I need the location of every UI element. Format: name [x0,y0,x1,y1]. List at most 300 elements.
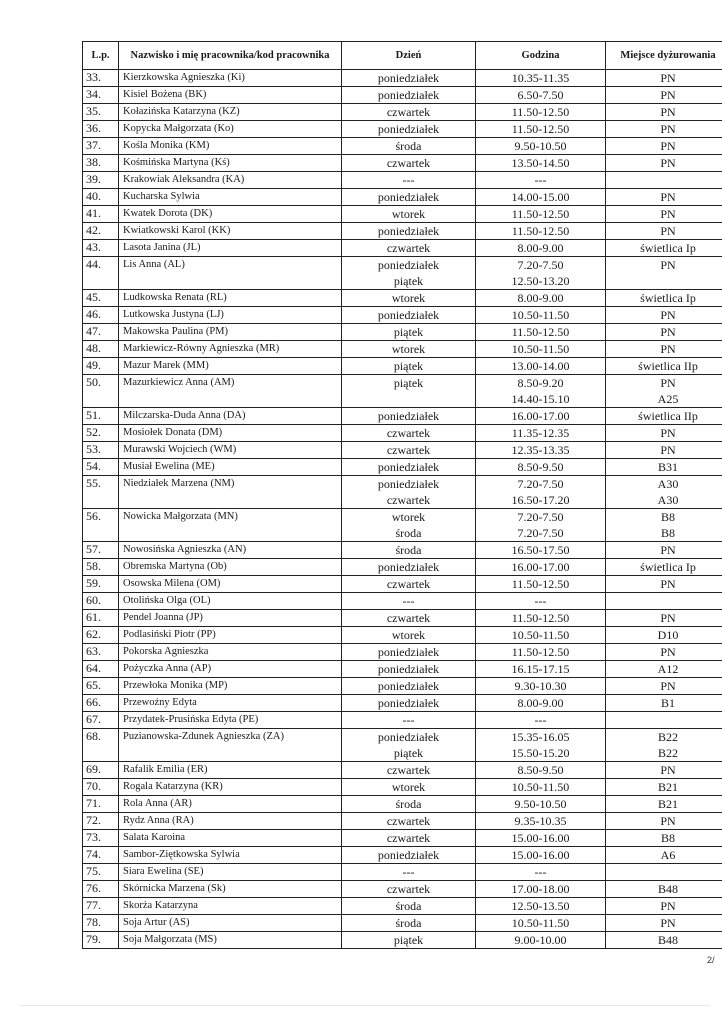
row-number-text: 36. [86,121,101,135]
row-number-text: 49. [86,358,101,372]
employee-name-text: Przydatek-Prusińska Edyta (PE) [123,714,259,725]
duty-place [606,830,722,847]
employee-name-text: Kucharska Sylwia [123,191,200,202]
employee-name-text: Obremska Martyna (Ob) [123,561,227,572]
employee-name-text: Niedziałek Marzena (NM) [123,478,235,489]
employee-name-text: Rogala Katarzyna (KR) [123,781,223,792]
duty-day [342,459,476,476]
duty-day-value: poniedziałek [377,662,440,676]
table-row [83,172,722,189]
employee-name-text: Kopycka Małgorzata (Ko) [123,123,234,134]
table-row [83,915,722,932]
duty-place-value: PN [660,308,676,322]
table-row [83,509,722,542]
duty-place [606,932,722,949]
duty-place-value: B8 [660,510,675,524]
duty-hour-value: 16.50-17.20 [511,493,570,507]
duty-day-value: poniedziałek [377,848,440,862]
duty-day-value: czwartek [386,831,431,845]
duty-day [342,729,476,762]
duty-hour-value: 10.50-11.50 [511,308,570,322]
row-number [83,459,119,476]
row-number-text: 46. [86,307,101,321]
duty-place-value: PN [660,916,676,930]
employee-name-text: Rydz Anna (RA) [123,815,194,826]
header-place: Miejsce dyżurowania [606,42,722,70]
table-row [83,375,722,408]
row-number [83,813,119,830]
duty-hour-value: --- [534,865,547,879]
duty-place [606,324,722,341]
employee-name [119,459,342,476]
duty-day [342,898,476,915]
duty-place [606,644,722,661]
duty-place-value: A30 [657,477,679,491]
duty-day-value: środa [395,899,422,913]
duty-hour [476,729,606,762]
row-number [83,762,119,779]
duty-place-value [606,864,722,880]
duty-place [606,425,722,442]
duty-place-value: B31 [657,460,678,474]
employee-name [119,898,342,915]
duty-hour [476,138,606,155]
duty-place [606,104,722,121]
duty-hour-value: 12.50-13.20 [511,274,570,288]
duty-place-value: B21 [657,797,678,811]
header-name: Nazwisko i mię pracownika/kod pracownika [119,42,342,70]
employee-name-text: Przewłoka Monika (MP) [123,680,228,691]
duty-day-value: piątek [393,933,424,947]
table-row [83,442,722,459]
duty-place [606,712,722,729]
row-number [83,796,119,813]
duty-day-value: czwartek [386,443,431,457]
employee-name [119,358,342,375]
table-row [83,290,722,307]
duty-place [606,881,722,898]
duty-hour-value: 8.50-9.20 [517,376,564,390]
duty-day-value: czwartek [386,577,431,591]
duty-day [342,779,476,796]
duty-day-value: poniedziałek [377,122,440,136]
row-number-text: 61. [86,610,101,624]
table-row [83,542,722,559]
employee-name [119,375,342,408]
employee-name-text: Puzianowska-Zdunek Agnieszka (ZA) [123,731,284,742]
row-number [83,375,119,408]
header-row [83,42,722,70]
duty-day-value: poniedziałek [377,224,440,238]
duty-place [606,864,722,881]
duty-hour-value: 15.00-16.00 [511,831,570,845]
duty-hour-value: 11.50-12.50 [511,105,570,119]
row-number [83,189,119,206]
duty-place-value: PN [660,376,676,390]
employee-name-text: Murawski Wojciech (WM) [123,444,237,455]
duty-place [606,796,722,813]
duty-day [342,290,476,307]
duty-day [342,813,476,830]
row-number [83,627,119,644]
duty-day [342,864,476,881]
table-row [83,830,722,847]
table-row [83,847,722,864]
table-row [83,864,722,881]
row-number-text: 44. [86,257,101,271]
duty-hour-value: 9.00-10.00 [514,933,567,947]
duty-place-value: PN [660,814,676,828]
duty-hour-value: 10.50-11.50 [511,342,570,356]
duty-hour [476,87,606,104]
row-number-text: 35. [86,104,101,118]
row-number [83,290,119,307]
duty-day [342,358,476,375]
duty-day-value: poniedziałek [377,730,440,744]
duty-place-value: B22 [657,730,678,744]
duty-hour-value: 12.35-13.35 [511,443,570,457]
duty-place [606,307,722,324]
employee-name-text: Kisiel Bożena (BK) [123,89,207,100]
duty-hour-value: 8.00-9.00 [517,241,564,255]
row-number [83,341,119,358]
duty-hour-value: 11.50-12.50 [511,577,570,591]
duty-place-value: świetlica IIp [638,359,698,373]
duty-hour-value: 11.35-12.35 [511,426,570,440]
table-row [83,695,722,712]
duty-day [342,442,476,459]
duty-day [342,830,476,847]
duty-day [342,559,476,576]
row-number [83,87,119,104]
duty-day-value: środa [395,543,422,557]
duty-place [606,223,722,240]
duty-hour [476,661,606,678]
duty-day [342,138,476,155]
row-number [83,223,119,240]
table-row [83,70,722,87]
duty-place-value: PN [660,122,676,136]
duty-place [606,593,722,610]
duty-day [342,189,476,206]
duty-hour [476,762,606,779]
employee-name [119,576,342,593]
duty-hour [476,576,606,593]
duty-place-value: PN [660,105,676,119]
duty-place-value [606,172,722,188]
row-number-text: 68. [86,729,101,743]
duty-place-value: PN [660,139,676,153]
duty-hour [476,881,606,898]
table-row [83,644,722,661]
table-row [83,762,722,779]
row-number-text: 39. [86,172,101,186]
duty-place-value: B48 [657,882,678,896]
duty-place-value: A12 [657,662,679,676]
table-row [83,932,722,949]
row-number-text: 66. [86,695,101,709]
duty-place-value: PN [660,224,676,238]
employee-name [119,915,342,932]
duty-day-value: czwartek [386,426,431,440]
duty-hour [476,70,606,87]
row-number [83,509,119,542]
duty-day-value: poniedziałek [377,645,440,659]
employee-name [119,559,342,576]
duty-hour [476,307,606,324]
duty-hour-value: 11.50-12.50 [511,645,570,659]
duty-place [606,375,722,408]
table-row [83,121,722,138]
row-number-text: 34. [86,87,101,101]
row-number [83,240,119,257]
row-number-text: 69. [86,762,101,776]
duty-place [606,442,722,459]
employee-name [119,341,342,358]
row-number [83,425,119,442]
employee-name [119,476,342,509]
row-number-text: 75. [86,864,101,878]
duty-day-value: wtorek [391,207,426,221]
duty-hour-value: 10.50-11.50 [511,916,570,930]
duty-hour [476,644,606,661]
duty-hour-value: 15.35-16.05 [511,730,570,744]
employee-name-text: Lasota Janina (JL) [123,242,201,253]
employee-name [119,104,342,121]
duty-day [342,240,476,257]
duty-hour-value: 7.20-7.50 [517,526,564,540]
row-number [83,932,119,949]
duty-place [606,172,722,189]
duty-day [342,915,476,932]
duty-day-value: wtorek [391,342,426,356]
duty-hour [476,172,606,189]
row-number [83,155,119,172]
employee-name [119,847,342,864]
row-number-text: 40. [86,189,101,203]
duty-hour [476,847,606,864]
duty-hour-value: 11.50-12.50 [511,325,570,339]
duty-day [342,476,476,509]
duty-day-value: czwartek [386,763,431,777]
row-number [83,644,119,661]
duty-day [342,610,476,627]
duty-day [342,104,476,121]
employee-name-text: Podlasiński Piotr (PP) [123,629,216,640]
duty-day [342,881,476,898]
duty-place [606,729,722,762]
duty-hour-value: 16.50-17.50 [511,543,570,557]
header-lp: L.p. [83,42,119,70]
duty-hour-value: 15.50-15.20 [511,746,570,760]
row-number-text: 55. [86,476,101,490]
employee-name-text: Mosiołek Donata (DM) [123,427,223,438]
table-row [83,576,722,593]
employee-name [119,779,342,796]
duty-place [606,813,722,830]
duty-place [606,509,722,542]
duty-day-value: poniedziałek [377,679,440,693]
row-number [83,729,119,762]
employee-name-text: Otolińska Olga (OL) [123,595,211,606]
employee-name-text: Pożyczka Anna (AP) [123,663,212,674]
employee-name [119,257,342,290]
duty-day-value: poniedziałek [377,88,440,102]
row-number [83,915,119,932]
employee-name [119,307,342,324]
duty-place [606,70,722,87]
duty-day [342,796,476,813]
row-number-text: 70. [86,779,101,793]
duty-place-value: PN [660,258,676,272]
table-row [83,425,722,442]
duty-place [606,779,722,796]
row-number-text: 62. [86,627,101,641]
row-number-text: 59. [86,576,101,590]
duty-hour-value: 11.50-12.50 [511,224,570,238]
duty-day-value: czwartek [386,493,431,507]
duty-hour [476,864,606,881]
duty-place [606,155,722,172]
duty-hour [476,813,606,830]
duty-day-value: piątek [393,274,424,288]
row-number-text: 58. [86,559,101,573]
table-row [83,87,722,104]
duty-place-value [606,593,722,609]
duty-place [606,257,722,290]
duty-day-value: poniedziałek [377,258,440,272]
duty-hour-value: 9.50-10.50 [514,139,567,153]
duty-day-value: --- [402,173,415,187]
employee-name-text: Kwiatkowski Karol (KK) [123,225,231,236]
duty-day-value: --- [402,865,415,879]
employee-name [119,712,342,729]
employee-name [119,762,342,779]
employee-name-text: Rafalik Emilia (ER) [123,764,208,775]
duty-place-value: PN [660,325,676,339]
employee-name [119,70,342,87]
duty-hour-value: 12.50-13.50 [511,899,570,913]
duty-hour [476,257,606,290]
duty-day [342,408,476,425]
duty-place [606,189,722,206]
row-number [83,779,119,796]
row-number-text: 38. [86,155,101,169]
row-number-text: 53. [86,442,101,456]
row-number-text: 45. [86,290,101,304]
row-number-text: 79. [86,932,101,946]
duty-hour-value: --- [534,173,547,187]
duty-hour-value: 8.50-9.50 [517,763,564,777]
duty-place-value: PN [660,207,676,221]
row-number [83,476,119,509]
duty-place-value: świetlica IIp [638,409,698,423]
duty-hour [476,240,606,257]
duty-place-value: B21 [657,780,678,794]
duty-hour-value: 7.20-7.50 [517,510,564,524]
duty-day [342,661,476,678]
table-row [83,678,722,695]
employee-name [119,678,342,695]
duty-day [342,576,476,593]
employee-name [119,324,342,341]
duty-hour [476,712,606,729]
row-number [83,257,119,290]
duty-place-value: PN [660,899,676,913]
duty-hour-value: 14.00-15.00 [511,190,570,204]
duty-day [342,257,476,290]
row-number [83,695,119,712]
duty-hour-value: 17.00-18.00 [511,882,570,896]
table-row [83,729,722,762]
table-row [83,358,722,375]
employee-name-text: Osowska Milena (OM) [123,578,221,589]
duty-hour-value: 9.30-10.30 [514,679,567,693]
row-number-text: 52. [86,425,101,439]
row-number-text: 74. [86,847,101,861]
employee-name [119,593,342,610]
duty-place-value: A30 [657,493,679,507]
table-row [83,206,722,223]
row-number-text: 48. [86,341,101,355]
employee-name-text: Kwatek Dorota (DK) [123,208,213,219]
employee-name-text: Kośla Monika (KM) [123,140,210,151]
duty-day-value: czwartek [386,882,431,896]
employee-name-text: Skorża Katarzyna [123,900,198,911]
employee-name [119,932,342,949]
duty-day [342,593,476,610]
row-number [83,898,119,915]
duty-place [606,695,722,712]
row-number-text: 33. [86,70,101,84]
duty-place-value: świetlica Ip [640,241,696,255]
row-number-text: 50. [86,375,101,389]
row-number [83,678,119,695]
row-number [83,104,119,121]
row-number [83,830,119,847]
duty-hour [476,932,606,949]
duty-day-value: środa [395,139,422,153]
table-row [83,155,722,172]
duty-place [606,240,722,257]
employee-name-text: Pokorska Agnieszka [123,646,209,657]
duty-day-value: poniedziałek [377,71,440,85]
employee-name [119,408,342,425]
employee-name [119,830,342,847]
employee-name-text: Musiał Ewelina (ME) [123,461,215,472]
employee-name [119,864,342,881]
duty-place [606,459,722,476]
row-number [83,307,119,324]
duty-hour-value: 9.50-10.50 [514,797,567,811]
duty-day-value: czwartek [386,156,431,170]
table-row [83,104,722,121]
duty-place-value: PN [660,88,676,102]
employee-name-text: Nowosińska Agnieszka (AN) [123,544,247,555]
duty-place-value: PN [660,611,676,625]
employee-name [119,189,342,206]
duty-place-value: PN [660,543,676,557]
employee-name [119,223,342,240]
duty-hour-value: 10.35-11.35 [511,71,570,85]
employee-name-text: Lis Anna (AL) [123,259,185,270]
duty-day-value: poniedziałek [377,308,440,322]
duty-place [606,408,722,425]
row-number [83,138,119,155]
table-row [83,307,722,324]
duty-hour [476,155,606,172]
employee-name [119,121,342,138]
